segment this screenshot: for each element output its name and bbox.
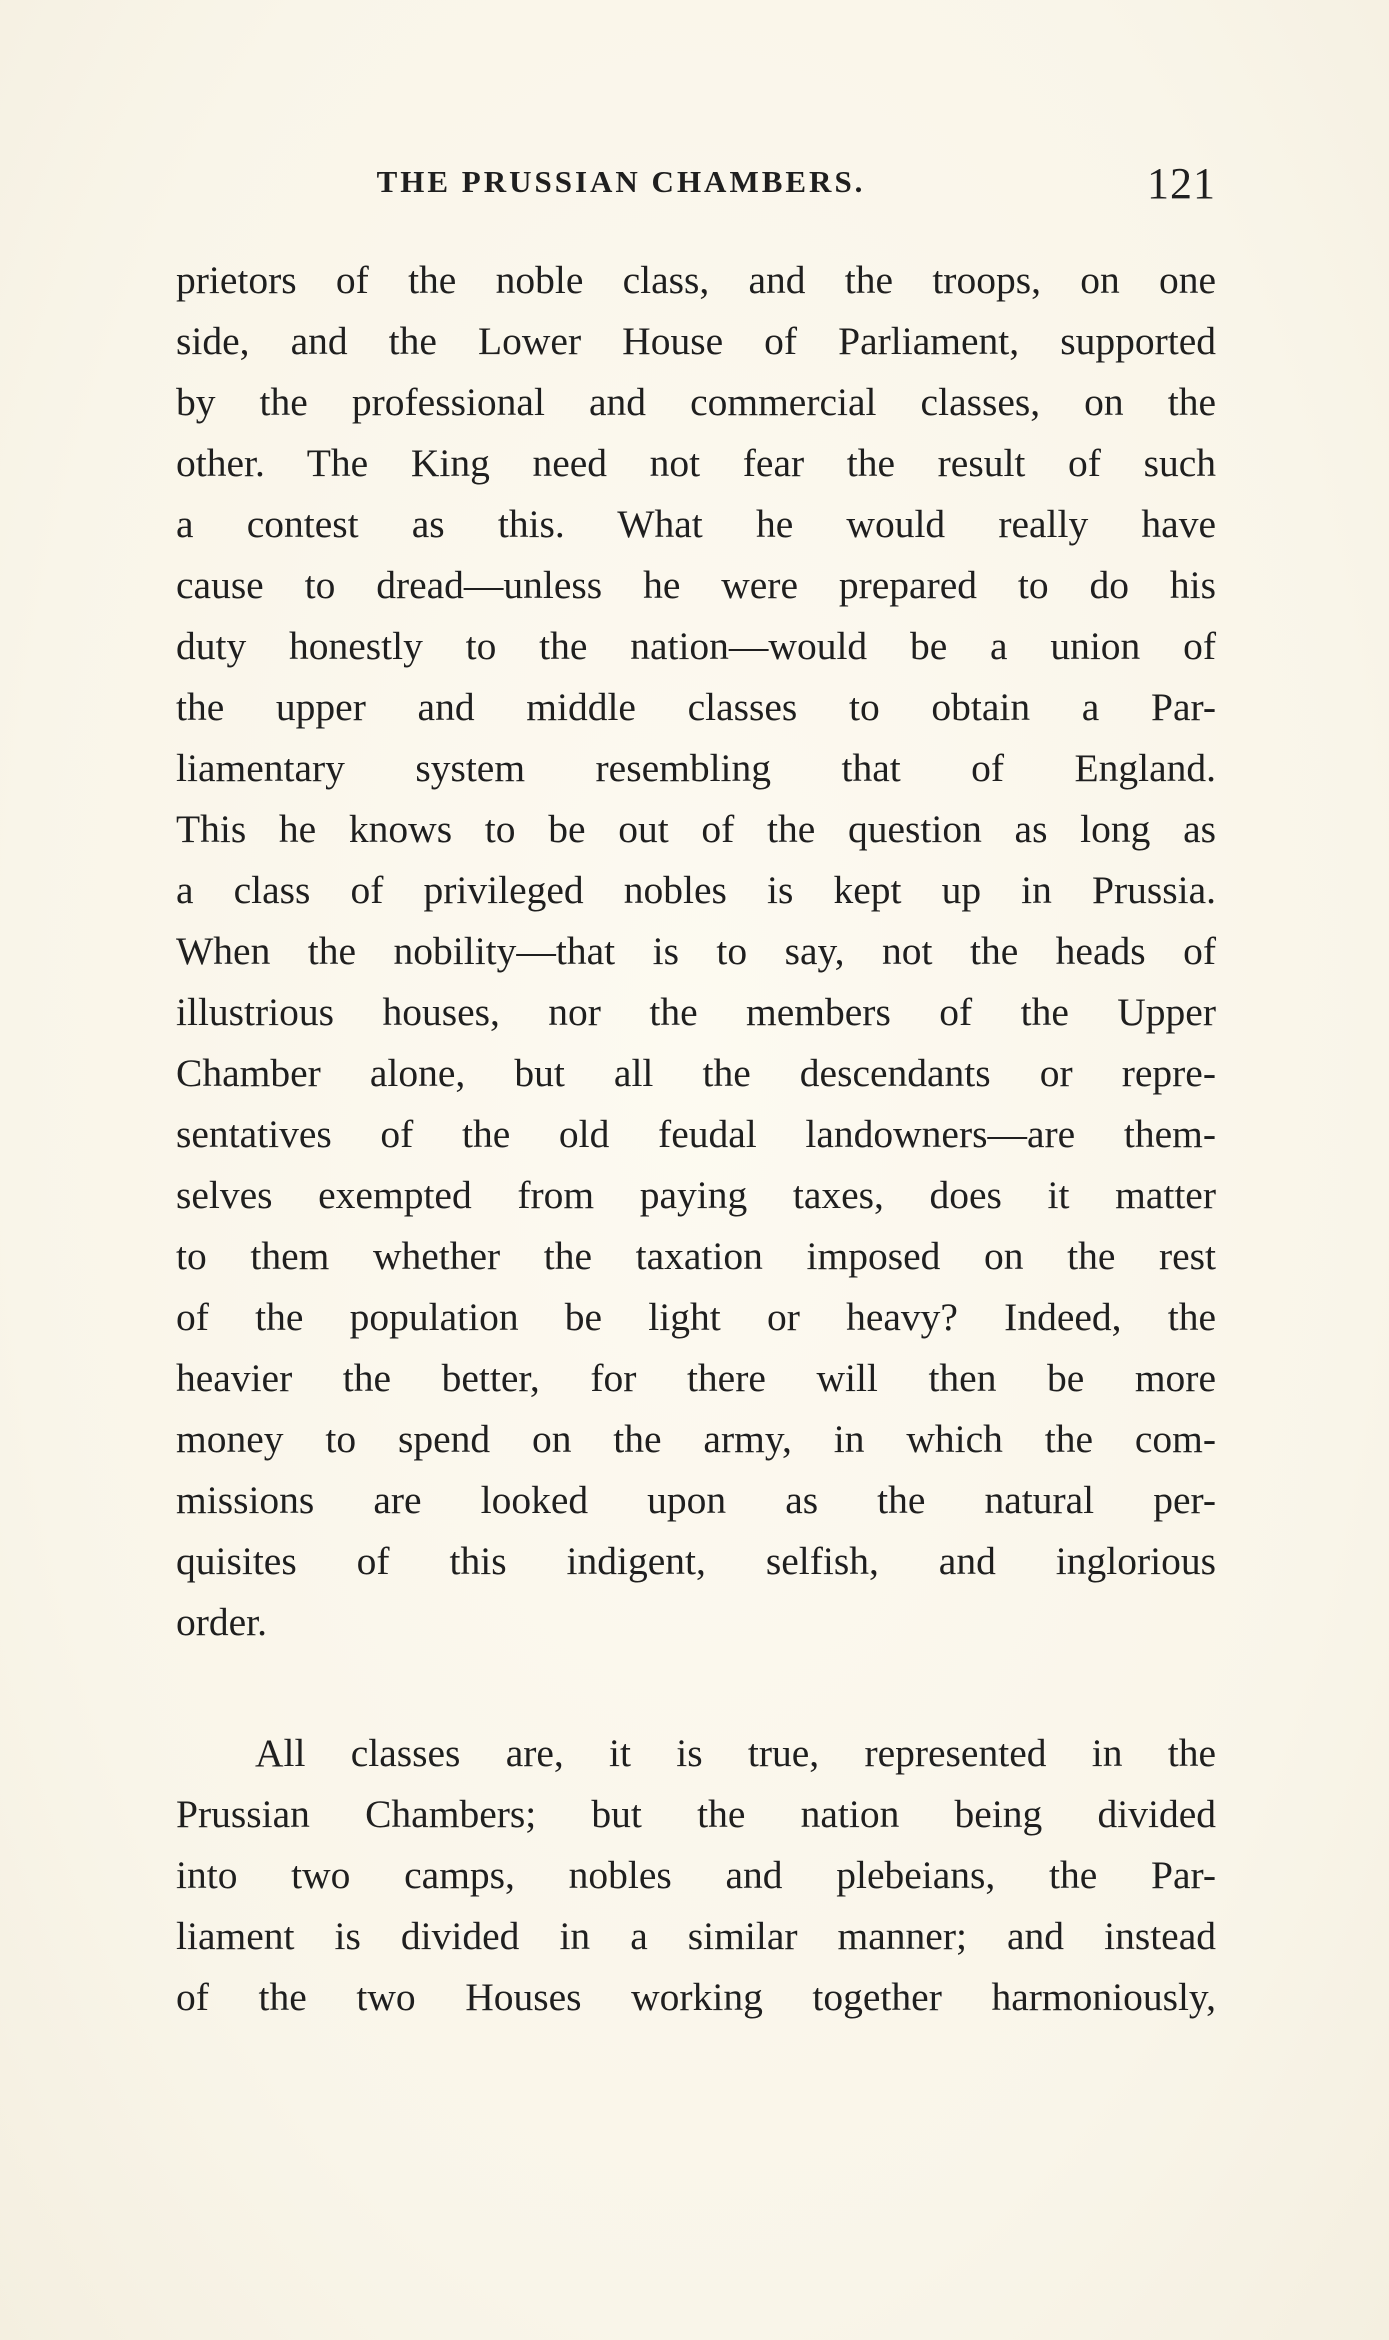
text-line: into two camps, nobles and plebeians, the Par- [176,1853,1216,1897]
text-line: duty honestly to the nation—would be a union of [176,624,1216,668]
text-line: cause to dread—unless he were prepared to do his [176,563,1216,607]
text-line: side, and the Lower House of Parliament, supported [176,319,1216,363]
text-line: illustrious houses, nor the members of the Upper [176,990,1216,1034]
text-line: sentatives of the old feudal landowners—are them- [176,1112,1216,1156]
running-title: THE PRUSSIAN CHAMBERS. [376,164,866,199]
text-line: missions are looked upon as the natural per- [176,1478,1216,1522]
text-line: of the population be light or heavy? Indeed, the [176,1295,1216,1339]
text-line: by the professional and commercial classes, on the [176,380,1216,424]
text-line: Prussian Chambers; but the nation being divided [176,1792,1216,1836]
text-line: money to spend on the army, in which the com- [176,1417,1216,1461]
text-line: This he knows to be out of the question as long as [176,807,1216,851]
text-line: order. [176,1600,268,1644]
text-line: heavier the better, for there will then be more [176,1356,1216,1400]
text-line: liament is divided in a similar manner; and instead [176,1914,1216,1958]
text-line: liamentary system resembling that of England. [176,746,1216,790]
text-line: quisites of this indigent, selfish, and inglorious [176,1539,1216,1583]
text-line: All classes are, it is true, represented in the [255,1731,1216,1775]
text-line: a class of privileged nobles is kept up in Prussia. [176,868,1216,912]
text-line: Chamber alone, but all the descendants or repre- [176,1051,1216,1095]
text-line: a contest as this. What he would really have [176,502,1216,546]
text-line: selves exempted from paying taxes, does it matter [176,1173,1216,1217]
page-header [176,158,1216,214]
text-line: other. The King need not fear the result of such [176,441,1216,485]
text-line: the upper and middle classes to obtain a Par- [176,685,1216,729]
text-line: prietors of the noble class, and the troops, on one [176,258,1216,302]
page-number: 121 [1147,159,1216,208]
text-line: of the two Houses working together harmoniously, [176,1975,1216,2019]
text-line: When the nobility—that is to say, not the heads of [176,929,1216,973]
text-line: to them whether the taxation imposed on the rest [176,1234,1216,1278]
